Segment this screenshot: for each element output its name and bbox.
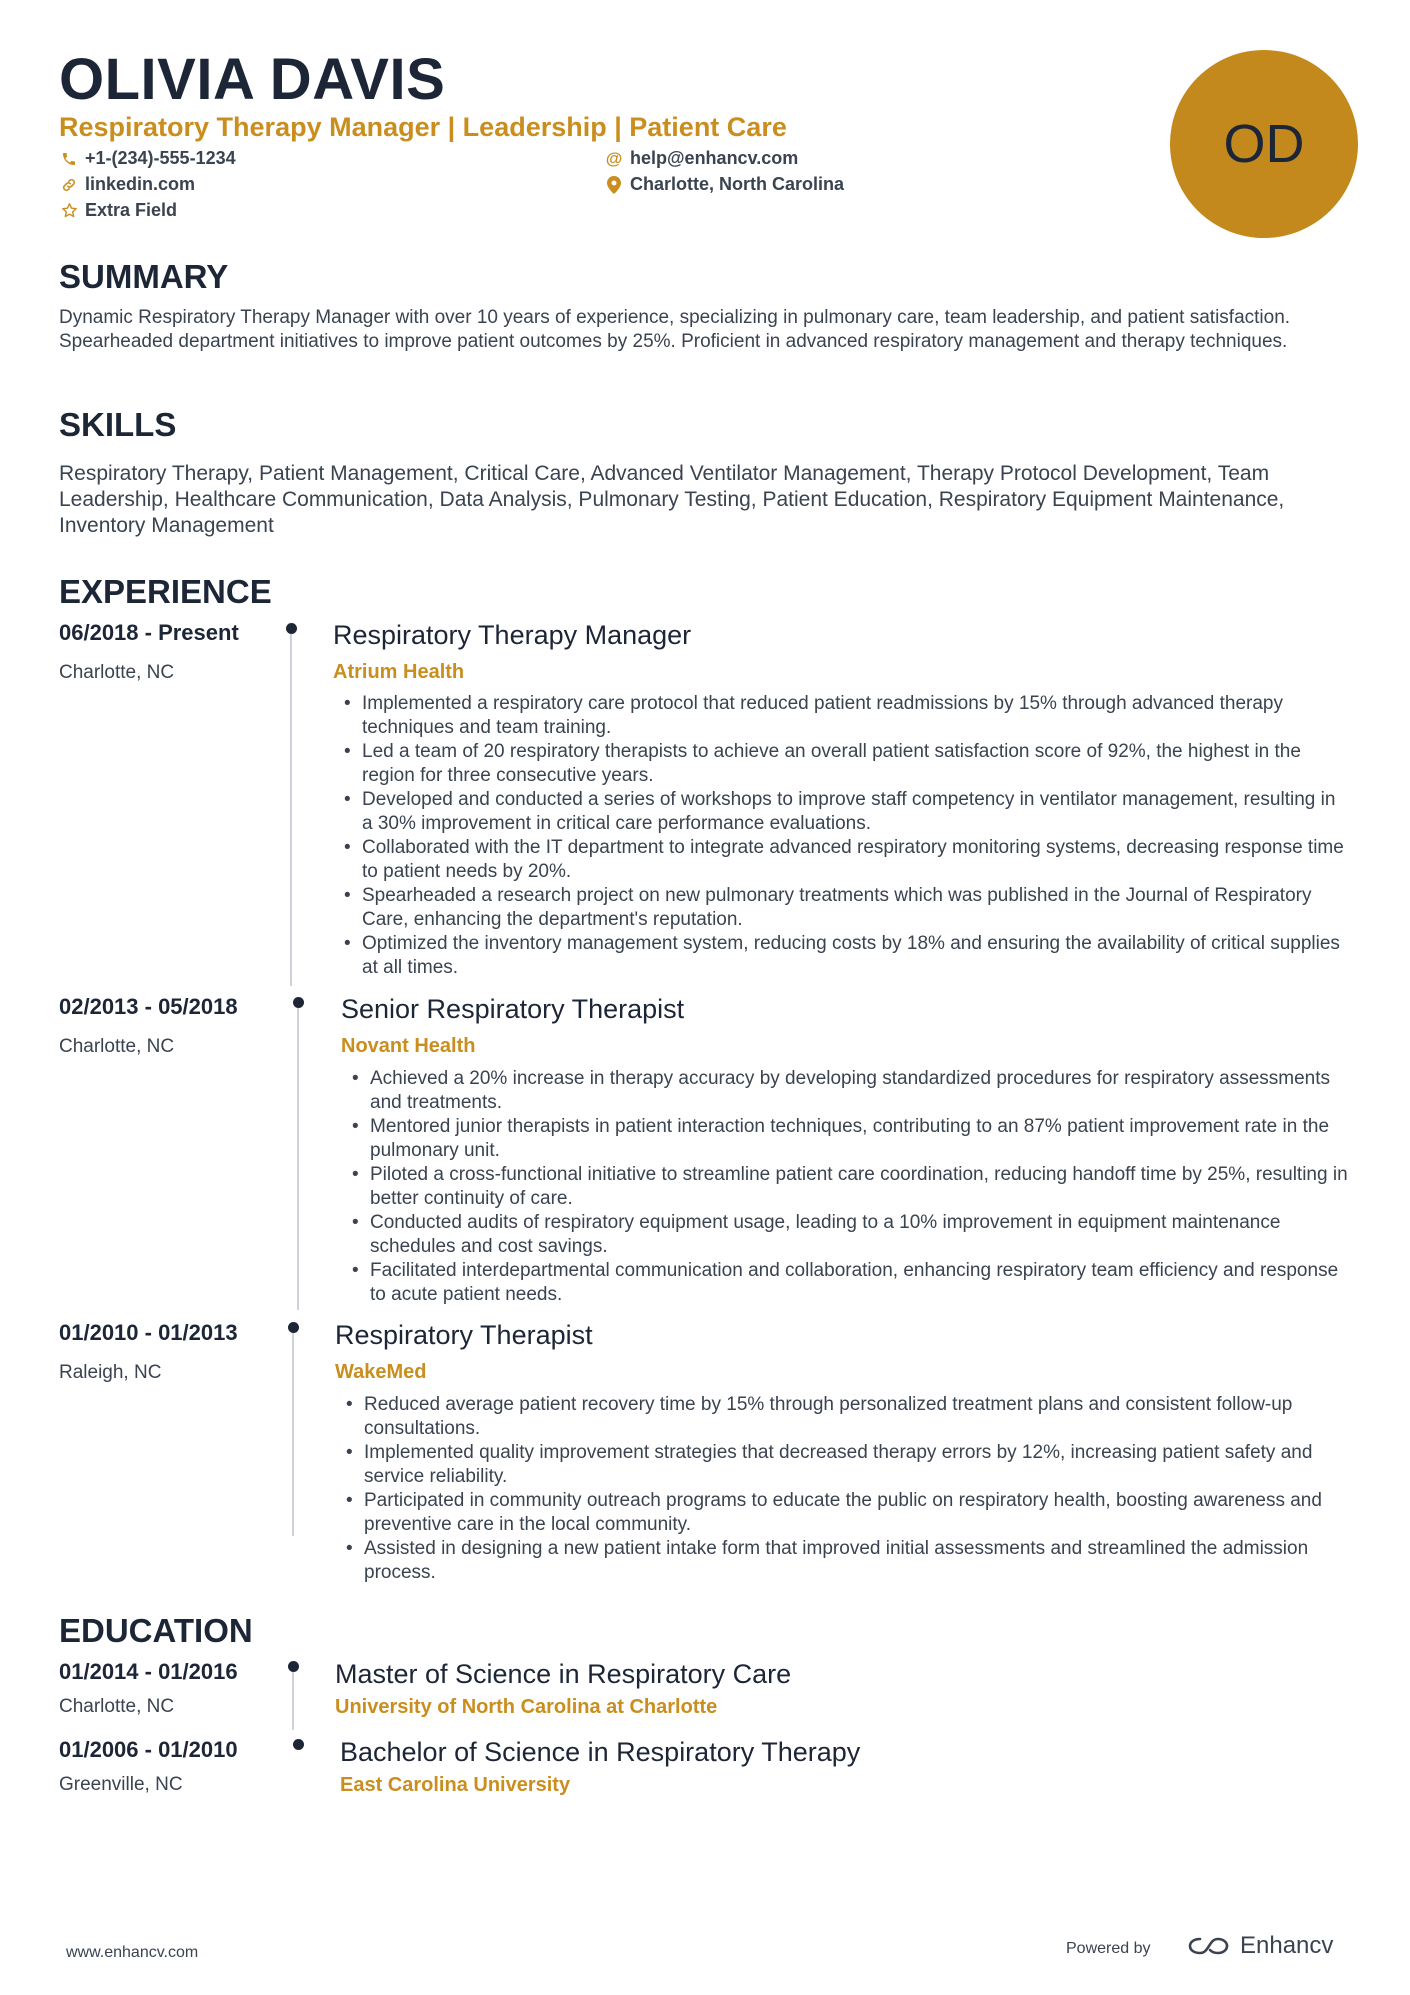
education-location: Greenville, NC	[59, 1774, 183, 1795]
contact-extra	[59, 200, 177, 221]
list-item: • Spearheaded a research project on new pulmonary treatments which was published in the Journal of Respiratory Care, enhancing the department's reputation.	[340, 884, 1350, 932]
degree-title: Bachelor of Science in Respiratory Therapy	[340, 1737, 861, 1767]
timeline-line	[290, 634, 292, 986]
list-item: • Reduced average patient recovery time by 15% through personalized treatment plans and consistent follow-up consultations.	[342, 1393, 1352, 1441]
education-dates: 01/2006 - 01/2010	[59, 1737, 238, 1762]
job-title: Respiratory Therapist	[335, 1320, 593, 1350]
phone-text: +1-(234)-555-1234	[85, 148, 236, 168]
footer-brand-name: Enhancv	[1240, 1932, 1334, 1959]
summary-text: Dynamic Respiratory Therapy Manager with over 10 years of experience, specializing in pulmonary care, team leadership, and patient satisfaction. Spearheaded department initiatives to improve patient outcomes by 25%. Proficient in advanced respiratory management and therapy techniques.	[59, 307, 1291, 352]
phone-icon	[59, 149, 79, 169]
job-bullets	[342, 1393, 1352, 1585]
list-item: • Implemented quality improvement strategies that decreased therapy errors by 12%, increasing patient safety and service reliability.	[342, 1441, 1352, 1489]
location-pin-icon	[604, 175, 624, 195]
timeline-dot	[286, 623, 297, 634]
list-item: • Developed and conducted a series of workshops to improve staff competency in ventilator management, resulting in a 30% improvement in critical care performance evaluations.	[340, 788, 1350, 836]
timeline-line	[292, 1672, 294, 1730]
company-name: Atrium Health	[333, 661, 465, 683]
list-item: • Implemented a respiratory care protocol that reduced patient readmissions by 15% through advanced therapy techniques and team training.	[340, 692, 1350, 740]
location-text: Charlotte, North Carolina	[630, 174, 845, 194]
summary-heading: SUMMARY	[59, 258, 229, 295]
education-heading: EDUCATION	[59, 1612, 253, 1649]
timeline-line	[297, 1008, 299, 1310]
linkedin-text[interactable]: linkedin.com	[85, 174, 196, 194]
job-dates: 01/2010 - 01/2013	[59, 1320, 238, 1345]
skills-heading: SKILLS	[59, 406, 177, 443]
job-bullets	[340, 692, 1350, 980]
footer-brand-logo[interactable]	[1186, 1932, 1333, 1960]
extra-field-text: Extra Field	[85, 200, 178, 220]
at-icon: @	[605, 148, 623, 168]
timeline-line	[292, 1333, 294, 1536]
list-item: • Piloted a cross-functional initiative to streamline patient care coordination, reducing handoff time by 25%, resulting in better continuity of care.	[348, 1163, 1358, 1211]
job-dates: 06/2018 - Present	[59, 620, 239, 645]
contact-linkedin	[59, 174, 195, 195]
contact-phone	[59, 148, 236, 169]
enhancv-logo-icon	[1186, 1934, 1232, 1958]
education-location: Charlotte, NC	[59, 1696, 175, 1717]
contact-location	[604, 174, 844, 195]
candidate-headline: Respiratory Therapy Manager | Leadership | Patient Care	[59, 112, 787, 142]
school-name: East Carolina University	[340, 1774, 571, 1796]
list-item: • Facilitated interdepartmental communication and collaboration, enhancing respiratory team efficiency and response to acute patient needs.	[348, 1259, 1358, 1307]
avatar	[1170, 50, 1358, 238]
timeline-dot	[288, 1661, 299, 1672]
experience-heading: EXPERIENCE	[59, 573, 272, 610]
list-item: • Achieved a 20% increase in therapy accuracy by developing standardized procedures for respiratory assessments and treatments.	[348, 1067, 1358, 1115]
contact-email	[604, 148, 798, 169]
list-item: • Optimized the inventory management system, reducing costs by 18% and ensuring the availability of critical supplies at all times.	[340, 932, 1350, 980]
degree-title: Master of Science in Respiratory Care	[335, 1659, 792, 1689]
company-name: WakeMed	[335, 1361, 427, 1383]
timeline-dot	[293, 997, 304, 1008]
job-bullets	[348, 1067, 1358, 1307]
list-item: • Participated in community outreach programs to educate the public on respiratory health, boosting awareness and preventive care in the local community.	[342, 1489, 1352, 1537]
list-item: • Assisted in designing a new patient intake form that improved initial assessments and streamlined the admission process.	[342, 1537, 1352, 1585]
email-text[interactable]: help@enhancv.com	[630, 148, 799, 168]
job-location: Raleigh, NC	[59, 1362, 162, 1383]
school-name: University of North Carolina at Charlotte	[335, 1696, 718, 1718]
education-dates: 01/2014 - 01/2016	[59, 1659, 238, 1684]
list-item: • Conducted audits of respiratory equipment usage, leading to a 10% improvement in equipment maintenance schedules and cost savings.	[348, 1211, 1358, 1259]
timeline-dot	[288, 1322, 299, 1333]
skills-text: Respiratory Therapy, Patient Management, Critical Care, Advanced Ventilator Management, Therapy Protocol Development, Team Leadership, Healthcare Communication, Data Analysis, Pulmonary Testing, Patient Education, Respiratory Equipment Maintenance, Inventory Management	[59, 462, 1285, 537]
job-location: Charlotte, NC	[59, 1036, 175, 1057]
job-dates: 02/2013 - 05/2018	[59, 994, 238, 1019]
link-icon	[59, 175, 79, 195]
star-icon	[59, 201, 79, 221]
footer-website[interactable]: www.enhancv.com	[66, 1944, 199, 1961]
company-name: Novant Health	[341, 1035, 476, 1057]
footer-powered-by: Powered by	[1066, 1940, 1151, 1957]
job-title: Senior Respiratory Therapist	[341, 994, 685, 1024]
job-location: Charlotte, NC	[59, 662, 175, 683]
candidate-name: OLIVIA DAVIS	[59, 47, 446, 112]
list-item: • Collaborated with the IT department to integrate advanced respiratory monitoring systems, decreasing response time to patient needs by 20%.	[340, 836, 1350, 884]
avatar-initials: OD	[1223, 114, 1305, 174]
job-title: Respiratory Therapy Manager	[333, 620, 692, 650]
list-item: • Led a team of 20 respiratory therapists to achieve an overall patient satisfaction score of 92%, the highest in the region for three consecutive years.	[340, 740, 1350, 788]
list-item: • Mentored junior therapists in patient interaction techniques, contributing to an 87% patient improvement rate in the pulmonary unit.	[348, 1115, 1358, 1163]
timeline-dot	[293, 1739, 304, 1750]
